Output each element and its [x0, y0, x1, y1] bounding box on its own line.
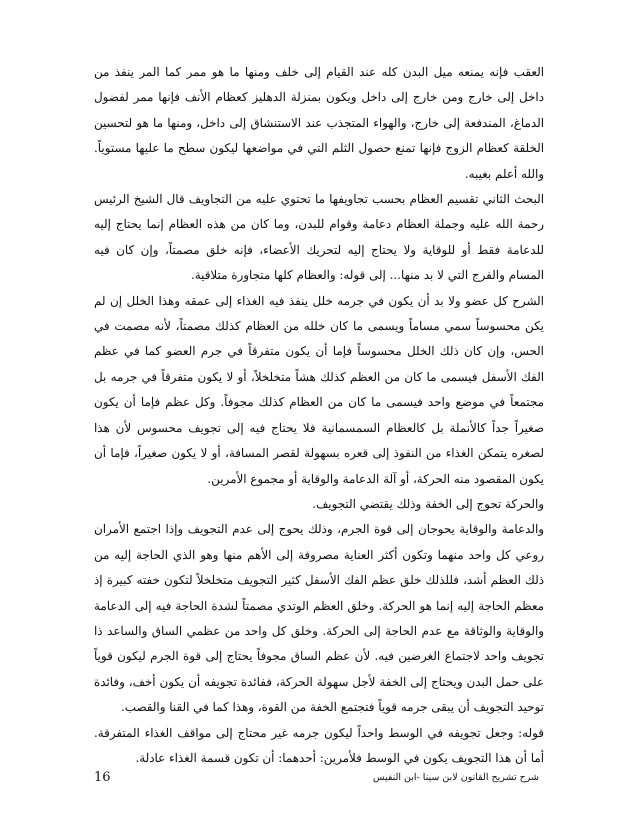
paragraph-second-section: البحث الثاني تقسيم العظام بحسب تجاويفها ما تحتوي عليه من التجاويف قال الشيخ الرئيس رحمة الله عليه وجملة العظام دعامة وقوام للبدن، وما كان من هذه العظام إنما يحتاج إليه للدعامة فقط أو للوقاية ولا يحتاج إليه لتحريك الأعضاء، فإنه خلق مصمتاً، وإن كان فيه المسام والفرج التي لا بد منها... إلى قوله: والعظام كلها متجاورة متلاقية.	[94, 192, 544, 283]
paragraph-movement: والحركة تحوج إلى الخفة وذلك يقتضي التجويف.	[312, 496, 544, 511]
main-text	[94, 60, 544, 771]
paragraph-support: والدعامة والوقاية يحوجان إلى قوة الجرم، وذلك يحوج إلى عدم التجويف وإذا اجتمع الأمران روعي كل واحد منهما وتكون أكثر العناية مصروفة إلى الأهم منها وهو الذي الحاجة إليه من ذلك العظم أشد، فللذلك خلق عظم الفك الأسفل كثير التجويف متخلخلاً لتكون خفته كبيرة إذ معظم الحاجة إليه إنما هو الحركة. وخلق العظم الوتدي مصمتاً لشدة الحاجة فيه إلى الدعامة والوقاية والوثاقة مع عدم الحاجة إلى الحركة. وخلق كل واحد من عظمي الساق والساعد ذا تجويف واحد لاجتماع الغرضين فيه. لأن عظم الساق مجوفاً يحتاج إلى قوة الجرم ليكون قوياً على حمل البدن ويحتاج إلى الخفة لأجل سهولة الحركة، ففائدة تجويفه أن يكون أخف، وفائدة توحيد التجويف أن يبقى جرمه قوياً فتجتمع الخفة من القوة، وهذا كما في القنا والقصب.	[94, 522, 544, 715]
footer-title: شرح تشريح القانون لابن سينا -ابن النفيس	[372, 772, 539, 783]
paragraph-commentary: الشرح كل عضو ولا بد أن يكون في جرمه خلل ينفذ فيه الغذاء إلى عمقه وهذا الخلل إن لم يكن محسوساً سمي مساماً ويسمى ما كان خلله من العظام كذلك مصمتاً، لأنه مصمت في الحس، وإن كان ذلك الخلل محسوساً فإما أن يكون متفرقاً في جرم العضو كما في عظم الفك الأسفل فيسمى ما كان من العظم كذلك هشاً متخلخلاً، أو لا يكون متفرقاً في جرمه بل مجتمعاً في موضع واحد فيسمى ما كان من العظام كذلك مجوفاً. وكل عظم فإما أن يكون صغيراً جداً كالأنملة بل كالعظام السمسمانية فلا يحتاج فيه إلى تجويف محسوس لأن هذا لصغره يتمكن الغذاء من النفوذ إلى قعره بسهولة لقصر المسافة، أو لا يكون صغيراً، فإما أن يكون المقصود منه الحركة، أو آلة الدعامة والوقاية أو مجموع الأمرين.	[94, 293, 544, 486]
page-number: 16	[94, 770, 111, 785]
page-footer	[94, 768, 544, 788]
paragraph-quote: قوله: وجعل تجويفه في الوسط واحداً ليكون جرمه غير محتاج إلى مواقف الغذاء المتفرقة. أما أن هذا التجويف يكون في الوسط فلأمرين: أحدهما: أن تكون قسمة الغذاء عادلة.	[94, 725, 544, 765]
paragraph-intro: العقب فإنه يمنعه ميل البدن كله عند القيام إلى خلف ومنها ما هو ممر كما المر ينفذ من داخل إلى خارج ومن خارج إلى داخل ويكون بمنزلة الدهليز كعظام الأنف فإنها ممر لفضول الدماغ، المندفعة إلى خارج، والهواء المتجذب عند الاستنشاق إلى داخل، ومنها ما هو لتحسين الخلقة كعظام الزوج فإنها تمنع حصول الثلم التي في مواضعها ليكون سطح ما عليها مستوياً. والله أعلم بغيبه.	[94, 65, 544, 181]
